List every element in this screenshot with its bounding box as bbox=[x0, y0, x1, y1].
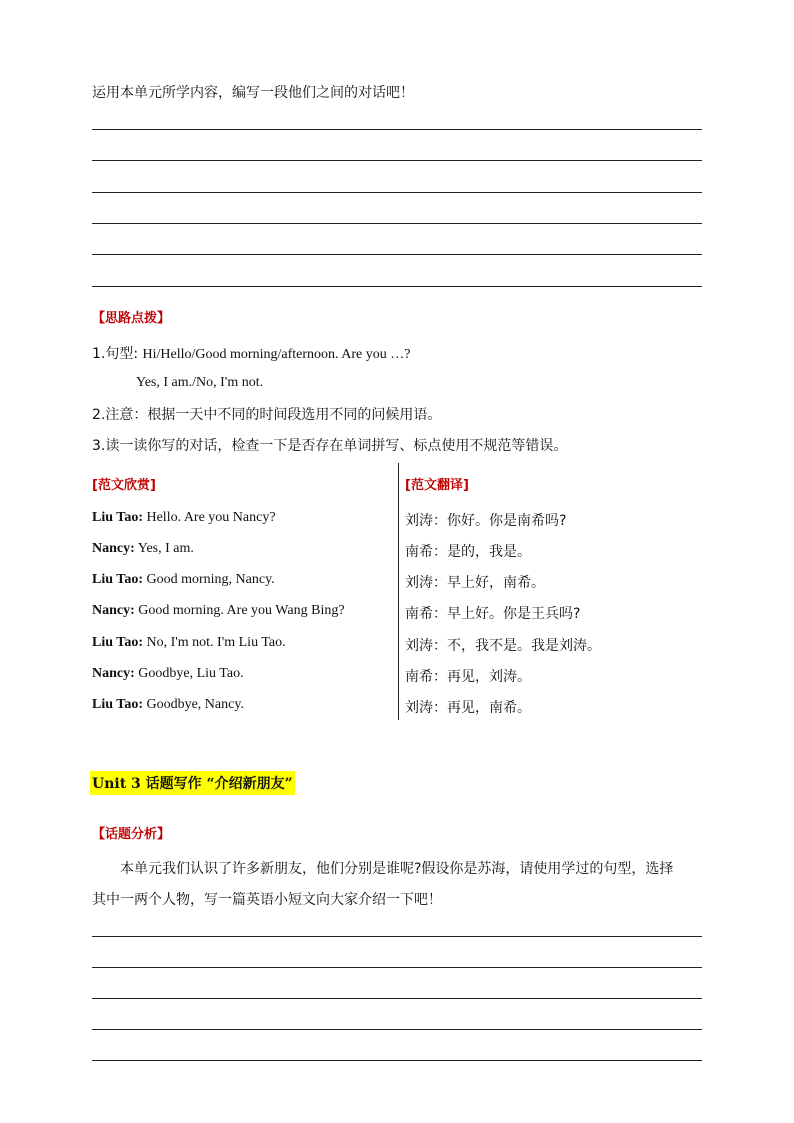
translation-heading: [范文翻译] bbox=[405, 478, 469, 493]
speaker-name: Nancy: bbox=[92, 603, 135, 618]
tip-item-3: 3.读一读你写的对话，检查一下是否存在单词拼写、标点使用不规范等错误。 bbox=[92, 438, 568, 454]
speaker-name: Liu Tao: bbox=[92, 635, 143, 650]
writing-line bbox=[92, 936, 702, 937]
tip-item-1-continuation: Yes, I am./No, I'm not. bbox=[136, 375, 264, 390]
dialogue-text: No, I'm not. I'm Liu Tao. bbox=[142, 635, 286, 650]
dialogue-line bbox=[92, 697, 244, 713]
writing-prompt: 运用本单元所学内容，编写一段他们之间的对话吧！ bbox=[92, 85, 414, 101]
unit-title: Unit 3 话题写作 “介绍新朋友” bbox=[90, 771, 295, 795]
writing-line bbox=[92, 1029, 702, 1030]
tip-item-2: 2.注意：根据一天中不同的时间段选用不同的问候用语。 bbox=[92, 407, 442, 423]
writing-line bbox=[92, 192, 702, 193]
speaker-name: Liu Tao: bbox=[92, 572, 143, 587]
dialogue-text: Goodbye, Nancy. bbox=[142, 697, 244, 712]
speaker-name: Liu Tao: bbox=[92, 697, 143, 712]
speaker-name: Nancy: bbox=[92, 541, 135, 556]
dialogue-text: Good morning, Nancy. bbox=[142, 572, 275, 587]
tip-item-1 bbox=[92, 343, 410, 363]
writing-line bbox=[92, 129, 702, 130]
writing-line bbox=[92, 998, 702, 999]
dialogue-line bbox=[92, 572, 275, 588]
dialogue-text: Hello. Are you Nancy? bbox=[142, 510, 276, 525]
translation-line: 刘涛：再见，南希。 bbox=[405, 700, 531, 716]
writing-line bbox=[92, 286, 702, 287]
dialogue-line bbox=[92, 510, 276, 526]
translation-line: 南希：早上好。你是王兵吗? bbox=[405, 606, 581, 622]
translation-line: 刘涛：不，我不是。我是刘涛。 bbox=[405, 638, 601, 654]
translation-line: 刘涛：你好。你是南希吗? bbox=[405, 513, 567, 529]
translation-line: 刘涛：早上好，南希。 bbox=[405, 575, 545, 591]
translation-line: 南希：再见，刘涛。 bbox=[405, 669, 531, 685]
dialogue-text: Yes, I am. bbox=[134, 541, 194, 556]
analysis-heading: 【话题分析】 bbox=[92, 827, 171, 842]
dialogue-line bbox=[92, 666, 244, 682]
writing-line bbox=[92, 160, 702, 161]
writing-line bbox=[92, 223, 702, 224]
dialogue-line bbox=[92, 541, 194, 557]
sample-heading: [范文欣赏] bbox=[92, 478, 156, 493]
tips-heading: 【思路点拨】 bbox=[92, 311, 171, 326]
dialogue-line bbox=[92, 635, 286, 651]
tip-item-1-text: Hi/Hello/Good morning/afternoon. Are you …? bbox=[142, 347, 411, 362]
speaker-name: Nancy: bbox=[92, 666, 135, 681]
analysis-paragraph-line-1: 本单元我们认识了许多新朋友，他们分别是谁呢?假设你是苏海，请使用学过的句型，选择 bbox=[120, 861, 674, 877]
column-divider bbox=[398, 463, 399, 720]
speaker-name: Liu Tao: bbox=[92, 510, 143, 525]
translation-line: 南希：是的，我是。 bbox=[405, 544, 531, 560]
dialogue-line bbox=[92, 603, 345, 619]
writing-line bbox=[92, 967, 702, 968]
writing-line bbox=[92, 254, 702, 255]
dialogue-text: Goodbye, Liu Tao. bbox=[134, 666, 244, 681]
tip-item-1-prefix: 1.句型: bbox=[92, 346, 143, 362]
analysis-paragraph-line-2: 其中一两个人物，写一篇英语小短文向大家介绍一下吧！ bbox=[92, 892, 442, 908]
writing-line bbox=[92, 1060, 702, 1061]
dialogue-text: Good morning. Are you Wang Bing? bbox=[134, 603, 345, 618]
